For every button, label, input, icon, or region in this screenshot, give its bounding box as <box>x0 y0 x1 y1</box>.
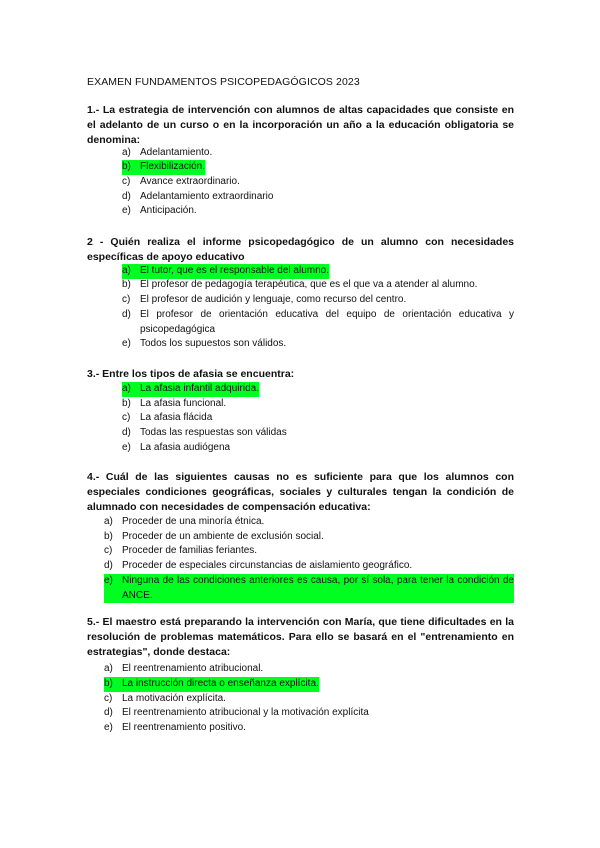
option-letter: e) <box>122 205 131 216</box>
option-text: Proceder de familias feriantes. <box>122 545 258 556</box>
q3-option-c <box>122 411 212 426</box>
q5-option-c <box>104 692 226 707</box>
option-text: La motivación explícita. <box>122 693 226 704</box>
q5-option-e <box>104 721 246 736</box>
q4-option-a <box>104 515 264 530</box>
q1-option-e <box>122 204 197 219</box>
option-text: La afasia infantil adquirida. <box>140 383 259 394</box>
option-letter: d) <box>104 707 113 718</box>
option-letter: b) <box>104 678 113 689</box>
question-2-text: 2 - Quién realiza el informe psicopedagógico de un alumno con necesidades específicas de apoyo educativo <box>87 236 514 263</box>
option-letter: c) <box>122 176 131 187</box>
option-letter: a) <box>122 265 131 276</box>
option-letter: a) <box>122 147 131 158</box>
q2-option-c <box>122 293 406 308</box>
q4-option-b <box>104 530 324 545</box>
question-4-text: 4.- Cuál de las siguientes causas no es suficiente para que los alumnos con especiales condiciones geográficas, sociales y culturales tengan la condición de alumnado con necesidades de compensación educativa: <box>87 471 514 513</box>
q5-option-a <box>104 662 263 677</box>
q4-option-e-correct <box>104 574 514 603</box>
option-letter: a) <box>104 516 113 527</box>
q4-option-c <box>104 544 257 559</box>
option-text: Proceder de una minoría étnica. <box>122 516 265 527</box>
option-text: Avance extraordinario. <box>140 176 240 187</box>
option-text: Todas las respuestas son válidas <box>140 427 287 438</box>
option-text: La instrucción directa o enseñanza explícita. <box>122 678 319 689</box>
option-letter: c) <box>104 545 113 556</box>
q2-option-e <box>122 337 286 352</box>
exam-title: EXAMEN FUNDAMENTOS PSICOPEDAGÓGICOS 2023 <box>87 76 360 88</box>
option-letter: d) <box>104 560 113 571</box>
q3-option-a-correct <box>122 382 259 397</box>
option-letter: b) <box>104 531 113 542</box>
option-text: Ninguna de las condiciones anteriores es causa, por sí sola, para tener la condición de ANCE. <box>122 575 514 601</box>
option-letter: d) <box>122 191 131 202</box>
option-letter: e) <box>104 722 113 733</box>
option-text: El reentrenamiento atribucional y la motivación explícita <box>122 707 369 718</box>
option-letter: d) <box>122 309 131 320</box>
q1-option-d <box>122 190 273 205</box>
option-letter: b) <box>122 161 131 172</box>
option-letter: d) <box>122 427 131 438</box>
q2-option-b <box>122 278 477 293</box>
option-text: La afasia funcional. <box>140 398 227 409</box>
option-text: Adelantamiento extraordinario <box>140 191 274 202</box>
option-letter: e) <box>122 442 131 453</box>
q5-option-b-correct <box>104 677 319 692</box>
option-text: La afasia flácida <box>140 412 213 423</box>
option-text: El profesor de audición y lenguaje, como recurso del centro. <box>140 294 407 305</box>
option-text: El reentrenamiento positivo. <box>122 722 246 733</box>
option-text: Anticipación. <box>140 205 197 216</box>
q1-option-c <box>122 175 240 190</box>
question-1-text: 1.- La estrategia de intervención con alumnos de altas capacidades que consiste en el adelanto de un curso o en la incorporación un año a la educación obligatoria se denomina: <box>87 104 514 146</box>
q5-option-d <box>104 706 369 721</box>
q3-option-d <box>122 426 287 441</box>
q2-option-d <box>122 308 514 337</box>
option-text: El profesor de orientación educativa del equipo de orientación educativa y psicopedagógica <box>140 309 514 335</box>
option-text: Todos los supuestos son válidos. <box>140 338 287 349</box>
option-text: Flexibilización. <box>140 161 206 172</box>
option-text: El reentrenamiento atribucional. <box>122 663 264 674</box>
question-3-text: 3.- Entre los tipos de afasia se encuentra: <box>87 368 295 380</box>
question-5-text: 5.- El maestro está preparando la intervención con María, que tiene dificultades en la resolución de problemas matemáticos. Para ello se basará en el "entrenamiento en estrategias", donde destaca: <box>87 616 514 658</box>
option-letter: c) <box>122 294 131 305</box>
option-text: El tutor, que es el responsable del alumno. <box>140 265 330 276</box>
q3-option-e <box>122 441 230 456</box>
option-text: Adelantamiento. <box>140 147 213 158</box>
option-letter: e) <box>122 338 131 349</box>
option-letter: b) <box>122 279 131 290</box>
q4-option-d <box>104 559 412 574</box>
option-text: El profesor de pedagogía terapéutica, que es el que va a atender al alumno. <box>140 279 478 290</box>
option-letter: c) <box>104 693 113 704</box>
q1-option-b-correct <box>122 160 205 175</box>
option-text: La afasia audiógena <box>140 442 231 453</box>
option-text: Proceder de un ambiente de exclusión social. <box>122 531 324 542</box>
q2-option-a-correct <box>122 264 329 279</box>
q1-option-a <box>122 146 212 161</box>
option-letter: a) <box>122 383 131 394</box>
option-letter: a) <box>104 663 113 674</box>
option-letter: c) <box>122 412 131 423</box>
option-letter: b) <box>122 398 131 409</box>
q3-option-b <box>122 397 226 412</box>
option-letter: e) <box>104 575 113 586</box>
option-text: Proceder de especiales circunstancias de aislamiento geográfico. <box>122 560 413 571</box>
